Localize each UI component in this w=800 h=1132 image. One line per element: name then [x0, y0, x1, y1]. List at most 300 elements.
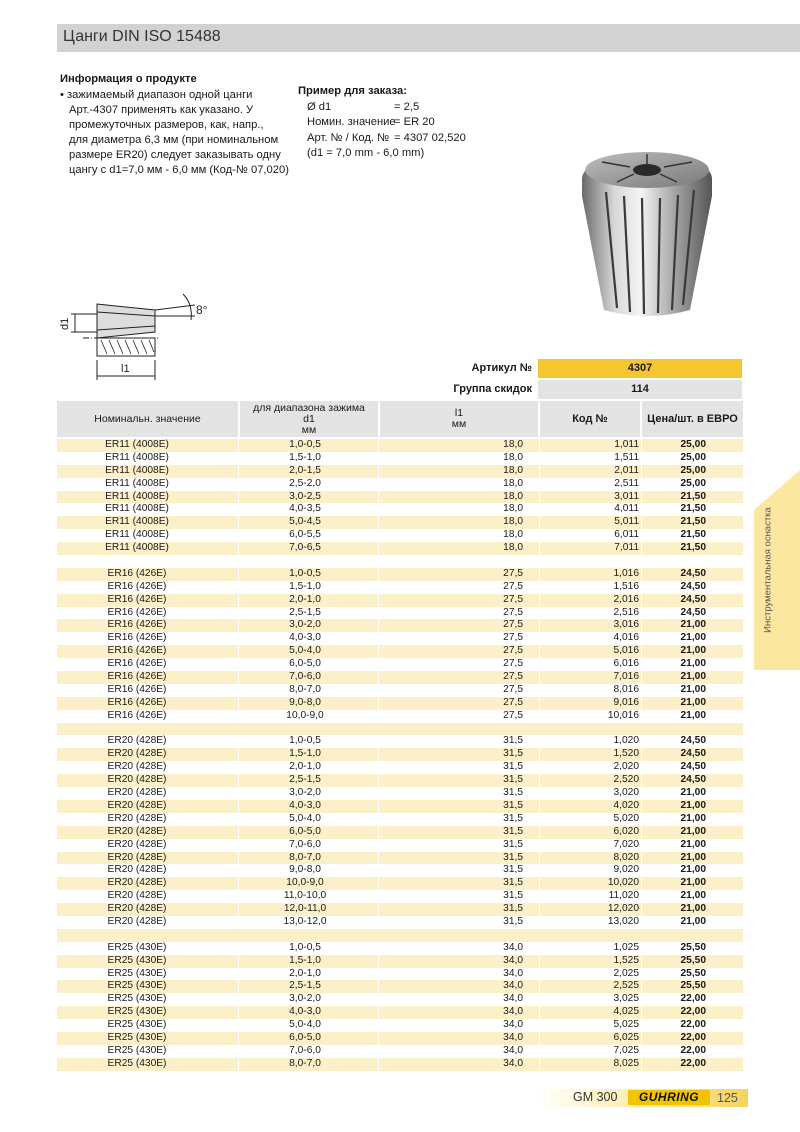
cell-price: 21,00 [680, 864, 706, 876]
cell-price: 24,50 [680, 606, 706, 618]
cell-l1: 31,5 [503, 825, 523, 837]
cell-nominal: ER11 (4008E) [105, 464, 169, 476]
cell-l1: 34,0 [503, 1057, 523, 1069]
column-divider [641, 942, 642, 955]
column-divider [539, 632, 540, 645]
column-divider [378, 439, 379, 452]
cell-code: 6,011 [614, 529, 639, 541]
cell-l1: 31,5 [503, 774, 523, 786]
group-separator [57, 723, 743, 736]
cell-code: 8,016 [613, 683, 639, 695]
cell-code: 5,020 [613, 812, 639, 824]
cell-code: 1,025 [613, 941, 639, 953]
cell-price: 24,50 [680, 580, 706, 592]
column-divider [378, 607, 379, 620]
column-divider [238, 748, 239, 761]
table-row [57, 735, 743, 748]
column-divider [539, 813, 540, 826]
cell-price: 21,00 [680, 671, 706, 683]
table-row [57, 594, 743, 607]
cell-range: 5,0-4,0 [289, 812, 321, 824]
l1-label: l1 [121, 363, 130, 375]
column-divider [641, 607, 642, 620]
col-range-label: для диапазона зажима [253, 401, 365, 414]
cell-range: 2,5-1,5 [289, 774, 321, 786]
column-divider [641, 839, 642, 852]
cell-range: 3,0-2,5 [289, 490, 321, 502]
cell-nominal: ER25 (430E) [107, 954, 167, 966]
cell-price: 21,00 [680, 890, 706, 902]
column-divider [238, 890, 239, 903]
column-divider [641, 980, 642, 993]
cell-nominal: ER20 (428E) [107, 735, 167, 747]
cell-price: 24,50 [680, 761, 706, 773]
cell-nominal: ER20 (428E) [107, 864, 167, 876]
column-divider [378, 452, 379, 465]
cell-nominal: ER11 (4008E) [105, 529, 169, 541]
cell-nominal: ER25 (430E) [107, 980, 167, 992]
column-divider [238, 710, 239, 723]
angle-label: 8° [196, 303, 208, 317]
cell-nominal: ER16 (426E) [107, 709, 167, 721]
cell-l1: 18,0 [503, 451, 523, 463]
cell-range: 13,0-12,0 [283, 915, 327, 927]
cell-code: 10,016 [607, 709, 639, 721]
column-divider [238, 619, 239, 632]
column-divider [539, 568, 540, 581]
column-divider [378, 581, 379, 594]
column-divider [641, 1058, 642, 1071]
article-value: 4307 [627, 362, 653, 374]
table-row [57, 542, 743, 555]
cell-price: 21,00 [680, 838, 706, 850]
cell-nominal: ER16 (426E) [107, 606, 167, 618]
cell-price: 21,00 [680, 877, 706, 889]
column-divider [378, 1058, 379, 1071]
cell-range: 1,0-0,5 [289, 439, 321, 450]
column-divider [378, 800, 379, 813]
column-divider [378, 877, 379, 890]
column-divider [539, 852, 540, 865]
column-divider [539, 955, 540, 968]
column-divider [641, 452, 642, 465]
table-row [57, 942, 743, 955]
cell-range: 4,0-3,0 [289, 799, 321, 811]
column-divider [238, 942, 239, 955]
column-divider [238, 671, 239, 684]
cell-code: 8,025 [613, 1057, 639, 1069]
discount-cell [538, 380, 742, 399]
column-divider [378, 632, 379, 645]
column-divider [539, 1019, 540, 1032]
column-divider [539, 684, 540, 697]
column-divider [378, 503, 379, 516]
cell-l1: 31,5 [503, 838, 523, 850]
cell-l1: 34,0 [503, 993, 523, 1005]
column-divider [378, 787, 379, 800]
column-divider [238, 1045, 239, 1058]
column-divider [238, 684, 239, 697]
cell-nominal: ER11 (4008E) [105, 451, 169, 463]
order-example-key: Арт. № / Код. № [307, 131, 390, 144]
cell-price: 21,00 [680, 812, 706, 824]
cell-code: 13,020 [607, 915, 639, 927]
column-divider [539, 980, 540, 993]
cell-price: 25,50 [680, 980, 706, 992]
article-label: Артикул № [471, 362, 532, 374]
cell-l1: 31,5 [503, 851, 523, 863]
cell-code: 5,016 [613, 645, 639, 657]
cell-range: 10,0-9,0 [286, 709, 324, 721]
cell-code: 6,020 [613, 825, 639, 837]
table-row [57, 800, 743, 813]
cell-code: 2,516 [613, 606, 639, 618]
column-divider [238, 452, 239, 465]
cell-nominal: ER20 (428E) [107, 825, 167, 837]
table-row [57, 877, 743, 890]
cell-range: 4,0-3,5 [289, 503, 321, 515]
table-row [57, 452, 743, 465]
column-divider [378, 594, 379, 607]
table-row [57, 671, 743, 684]
cell-range: 12,0-11,0 [283, 903, 327, 915]
column-divider [641, 465, 642, 478]
column-divider [238, 980, 239, 993]
cell-range: 3,0-2,0 [289, 993, 321, 1005]
cell-nominal: ER20 (428E) [107, 890, 167, 902]
column-divider [641, 852, 642, 865]
column-divider [641, 632, 642, 645]
cell-price: 21,00 [680, 645, 706, 657]
column-divider [238, 774, 239, 787]
cell-range: 2,0-1,0 [289, 761, 321, 773]
cell-l1: 31,5 [503, 735, 523, 747]
column-divider [238, 813, 239, 826]
table-row [57, 581, 743, 594]
col-price [642, 401, 743, 437]
cell-code: 1,016 [613, 567, 639, 579]
column-divider [378, 478, 379, 491]
column-divider [539, 645, 540, 658]
table-row [57, 619, 743, 632]
cell-l1: 18,0 [503, 439, 523, 450]
cell-range: 9,0-8,0 [289, 696, 321, 708]
column-divider [238, 658, 239, 671]
table-row [57, 916, 743, 929]
column-divider [238, 697, 239, 710]
cell-l1: 18,0 [503, 477, 523, 489]
cell-range: 1,0-0,5 [289, 735, 321, 747]
column-divider [539, 542, 540, 555]
column-divider [539, 839, 540, 852]
col-nominal-label: Номинальн. значение [94, 412, 201, 425]
column-divider [378, 697, 379, 710]
column-divider [539, 735, 540, 748]
cell-code: 7,025 [613, 1044, 639, 1056]
cell-price: 21,00 [680, 787, 706, 799]
column-divider [641, 877, 642, 890]
cell-code: 2,520 [613, 774, 639, 786]
table-row [57, 761, 743, 774]
column-divider [641, 1019, 642, 1032]
cell-nominal: ER16 (426E) [107, 567, 167, 579]
cell-l1: 18,0 [503, 516, 523, 528]
cell-price: 24,50 [680, 593, 706, 605]
cell-code: 6,025 [613, 1031, 639, 1043]
column-divider [641, 955, 642, 968]
cell-price: 24,50 [680, 735, 706, 747]
cell-code: 1,011 [614, 439, 639, 450]
column-divider [641, 529, 642, 542]
col-price-label: Цена/шт. в ЕВРО [647, 412, 738, 425]
cell-price: 22,00 [680, 1057, 706, 1069]
cell-nominal: ER25 (430E) [107, 993, 167, 1005]
cell-range: 11,0-10,0 [283, 890, 327, 902]
cell-price: 25,50 [680, 941, 706, 953]
table-row [57, 852, 743, 865]
cell-code: 3,016 [613, 619, 639, 631]
column-divider [539, 491, 540, 504]
column-divider [378, 735, 379, 748]
cell-nominal: ER20 (428E) [107, 761, 167, 773]
order-example-note: (d1 = 7,0 mm - 6,0 mm) [307, 147, 425, 159]
table-row [57, 968, 743, 981]
cell-l1: 27,5 [503, 632, 523, 644]
order-example-value: = 4307 02,520 [394, 131, 466, 144]
column-divider [539, 516, 540, 529]
column-divider [641, 503, 642, 516]
cell-code: 1,520 [613, 748, 639, 760]
column-divider [641, 1006, 642, 1019]
cell-code: 1,516 [613, 580, 639, 592]
cell-nominal: ER25 (430E) [107, 1019, 167, 1031]
column-divider [238, 993, 239, 1006]
table-row [57, 684, 743, 697]
column-divider [539, 671, 540, 684]
column-divider [539, 529, 540, 542]
table-row [57, 1058, 743, 1071]
order-example-value: = 2,5 [394, 100, 420, 113]
collet-diagram [55, 292, 235, 384]
cell-price: 21,00 [680, 799, 706, 811]
title-bar [57, 24, 800, 52]
column-divider [238, 955, 239, 968]
cell-code: 7,011 [614, 542, 639, 554]
column-divider [539, 761, 540, 774]
column-divider [539, 1058, 540, 1071]
column-divider [539, 800, 540, 813]
table-row [57, 568, 743, 581]
cell-nominal: ER11 (4008E) [105, 503, 169, 515]
cell-nominal: ER11 (4008E) [105, 439, 169, 450]
column-divider [238, 491, 239, 504]
table-row [57, 993, 743, 1006]
col-range-symbol: d1 [303, 412, 315, 425]
column-divider [641, 761, 642, 774]
cell-code: 3,025 [613, 993, 639, 1005]
cell-code: 12,020 [607, 903, 639, 915]
column-divider [539, 1006, 540, 1019]
page-title: Цанги DIN ISO 15488 [63, 28, 221, 45]
cell-l1: 34,0 [503, 941, 523, 953]
column-divider [641, 542, 642, 555]
column-divider [238, 877, 239, 890]
column-divider [539, 826, 540, 839]
column-divider [238, 839, 239, 852]
column-divider [378, 864, 379, 877]
cell-nominal: ER11 (4008E) [105, 490, 169, 502]
cell-l1: 31,5 [503, 915, 523, 927]
column-divider [641, 658, 642, 671]
discount-label: Группа скидок [453, 383, 532, 395]
column-divider [641, 993, 642, 1006]
column-divider [378, 955, 379, 968]
column-divider [641, 864, 642, 877]
cell-price: 21,00 [680, 658, 706, 670]
column-divider [378, 748, 379, 761]
column-divider [238, 903, 239, 916]
cell-price: 21,00 [680, 619, 706, 631]
cell-code: 7,020 [613, 838, 639, 850]
table-row [57, 439, 743, 452]
table-row [57, 607, 743, 620]
column-divider [539, 877, 540, 890]
column-divider [378, 465, 379, 478]
column-divider [238, 864, 239, 877]
column-divider [641, 774, 642, 787]
column-divider [641, 710, 642, 723]
cell-range: 9,0-8,0 [289, 864, 321, 876]
cell-nominal: ER11 (4008E) [105, 477, 169, 489]
cell-l1: 27,5 [503, 658, 523, 670]
table-row [57, 697, 743, 710]
table-row [57, 787, 743, 800]
table-row [57, 813, 743, 826]
column-divider [641, 478, 642, 491]
table-row [57, 658, 743, 671]
column-divider [539, 1045, 540, 1058]
column-divider [378, 813, 379, 826]
column-divider [378, 890, 379, 903]
cell-code: 2,011 [614, 464, 639, 476]
cell-range: 8,0-7,0 [289, 683, 321, 695]
cell-price: 22,00 [680, 1006, 706, 1018]
cell-nominal: ER20 (428E) [107, 838, 167, 850]
column-divider [238, 968, 239, 981]
cell-price: 22,00 [680, 1019, 706, 1031]
cell-nominal: ER11 (4008E) [105, 516, 169, 528]
cell-code: 9,020 [613, 864, 639, 876]
table-row [57, 516, 743, 529]
cell-nominal: ER20 (428E) [107, 915, 167, 927]
cell-code: 1,020 [613, 735, 639, 747]
cell-price: 25,50 [680, 954, 706, 966]
cell-price: 21,50 [680, 490, 706, 502]
column-divider [378, 1032, 379, 1045]
table-row [57, 955, 743, 968]
column-divider [641, 968, 642, 981]
cell-price: 22,00 [680, 1044, 706, 1056]
cell-range: 7,0-6,0 [289, 838, 321, 850]
catalog-name: GM 300 [573, 1090, 618, 1104]
order-example-heading: Пример для заказа: [298, 85, 407, 97]
column-divider [539, 864, 540, 877]
col-nominal [57, 401, 238, 437]
order-example-row [298, 115, 435, 131]
column-divider [238, 594, 239, 607]
column-divider [378, 852, 379, 865]
column-divider [238, 632, 239, 645]
column-divider [641, 1032, 642, 1045]
side-tab-label-wrap [754, 470, 800, 670]
column-divider [539, 607, 540, 620]
table-row [57, 890, 743, 903]
table-row [57, 529, 743, 542]
cell-code: 5,011 [614, 516, 639, 528]
product-info-line: размере ER20) следует заказывать одну [69, 149, 281, 161]
cell-price: 21,00 [680, 683, 706, 695]
cell-code: 4,020 [613, 799, 639, 811]
cell-l1: 34,0 [503, 954, 523, 966]
cell-price: 25,00 [680, 439, 706, 450]
column-divider [238, 465, 239, 478]
column-divider [641, 916, 642, 929]
column-divider [539, 439, 540, 452]
cell-l1: 18,0 [503, 529, 523, 541]
column-divider [378, 529, 379, 542]
column-divider [238, 1006, 239, 1019]
column-divider [539, 503, 540, 516]
table-row [57, 710, 743, 723]
cell-nominal: ER20 (428E) [107, 748, 167, 760]
cell-code: 6,016 [613, 658, 639, 670]
column-divider [378, 968, 379, 981]
cell-l1: 27,5 [503, 606, 523, 618]
column-divider [539, 787, 540, 800]
cell-code: 3,011 [614, 490, 639, 502]
product-info-line: Арт.-4307 применять как указано. У [69, 104, 254, 116]
order-example-key: Ø d1 [307, 100, 332, 113]
col-code-label: Код № [572, 412, 608, 425]
column-divider [378, 993, 379, 1006]
d1-label: d1 [59, 317, 71, 330]
table-row [57, 903, 743, 916]
cell-nominal: ER11 (4008E) [105, 542, 169, 554]
column-divider [238, 568, 239, 581]
column-divider [539, 658, 540, 671]
cell-l1: 34,0 [503, 980, 523, 992]
column-divider [238, 542, 239, 555]
cell-nominal: ER16 (426E) [107, 593, 167, 605]
column-divider [238, 761, 239, 774]
cell-code: 2,511 [614, 477, 639, 489]
column-divider [539, 619, 540, 632]
column-divider [539, 478, 540, 491]
cell-nominal: ER20 (428E) [107, 787, 167, 799]
column-divider [378, 1006, 379, 1019]
column-divider [641, 748, 642, 761]
table-row [57, 826, 743, 839]
cell-nominal: ER25 (430E) [107, 1031, 167, 1043]
cell-range: 6,0-5,5 [289, 529, 321, 541]
table-row [57, 748, 743, 761]
column-divider [641, 735, 642, 748]
column-divider [238, 607, 239, 620]
column-divider [238, 800, 239, 813]
column-divider [378, 568, 379, 581]
column-divider [539, 594, 540, 607]
cell-range: 6,0-5,0 [289, 825, 321, 837]
